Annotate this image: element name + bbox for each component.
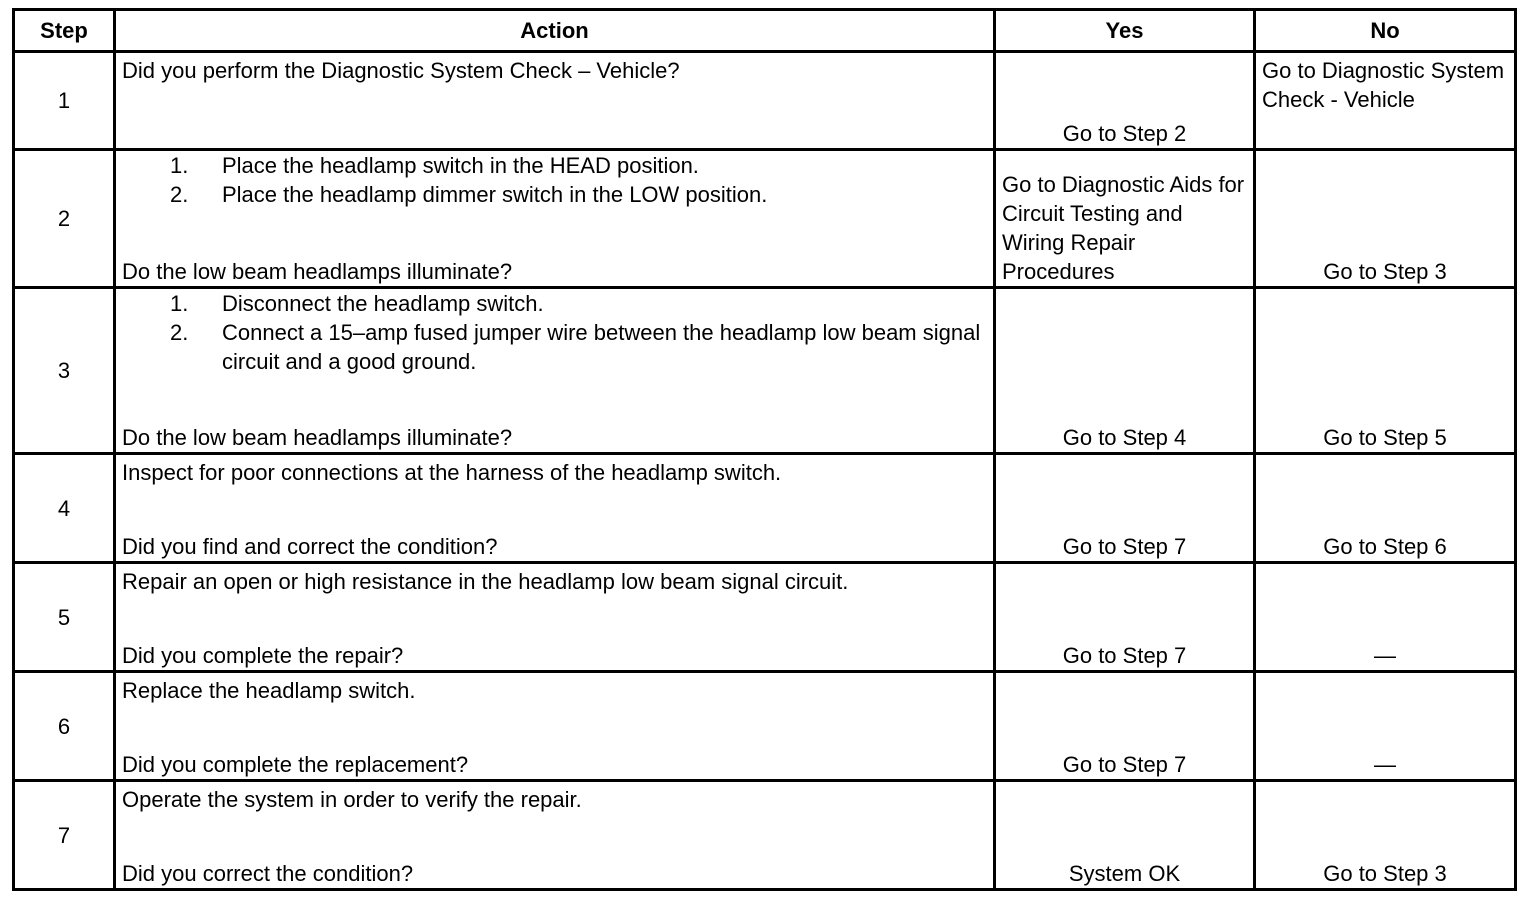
yes-text: Go to Step 7 — [1062, 643, 1187, 668]
action-list — [122, 289, 987, 376]
action-cell — [115, 288, 995, 454]
action-cell — [115, 563, 995, 672]
no-text: Go to Step 6 — [1323, 534, 1447, 559]
yes-text: Go to Step 4 — [1062, 425, 1187, 450]
table-row — [14, 288, 1516, 454]
yes-cell — [995, 150, 1255, 288]
list-number: 1. — [170, 153, 189, 178]
action-text: Operate the system in order to verify the repair. — [122, 787, 582, 812]
no-text: Go to Step 5 — [1323, 425, 1447, 450]
table-row — [14, 150, 1516, 288]
action-question: Did you find and correct the condition? — [122, 534, 498, 559]
step-number: 5 — [14, 563, 115, 672]
no-text: Go to Diagnostic System Check - Vehicle — [1262, 58, 1505, 112]
list-item-text: Connect a 15–amp fused jumper wire between the headlamp low beam signal circuit and a good ground. — [222, 320, 981, 374]
table-row — [14, 563, 1516, 672]
yes-text: Go to Step 7 — [1062, 752, 1187, 777]
no-text: Go to Step 3 — [1323, 259, 1447, 284]
header-step: Step — [14, 10, 115, 52]
header-no: No — [1255, 10, 1516, 52]
yes-text: Go to Step 7 — [1062, 534, 1187, 559]
yes-cell — [995, 454, 1255, 563]
no-text: Go to Step 3 — [1323, 861, 1447, 886]
yes-text: System OK — [1068, 861, 1181, 886]
yes-text: Go to Diagnostic Aids for Circuit Testing and Wiring Repair Procedures — [1002, 172, 1245, 284]
list-number: 2. — [170, 182, 189, 207]
action-text: Repair an open or high resistance in the headlamp low beam signal circuit. — [122, 569, 849, 594]
step-number: 1 — [14, 52, 115, 150]
list-number: 1. — [170, 291, 189, 316]
list-item-text: Place the headlamp dimmer switch in the LOW position. — [222, 182, 768, 207]
action-text: Inspect for poor connections at the harness of the headlamp switch. — [122, 460, 782, 485]
step-number: 3 — [14, 288, 115, 454]
list-item — [122, 180, 987, 209]
action-question: Do the low beam headlamps illuminate? — [122, 259, 513, 284]
no-cell — [1255, 288, 1516, 454]
diagnostic-table — [12, 8, 1517, 891]
list-item — [122, 151, 987, 180]
action-cell — [115, 150, 995, 288]
step-number: 4 — [14, 454, 115, 563]
list-item — [122, 289, 987, 318]
no-cell — [1255, 672, 1516, 781]
step-number: 6 — [14, 672, 115, 781]
list-item — [122, 318, 987, 376]
action-question: Do the low beam headlamps illuminate? — [122, 425, 513, 450]
action-question: Did you correct the condition? — [122, 861, 414, 886]
action-cell — [115, 672, 995, 781]
yes-text: Go to Step 2 — [1062, 121, 1187, 146]
list-item-text: Disconnect the headlamp switch. — [222, 291, 544, 316]
step-number: 2 — [14, 150, 115, 288]
action-cell — [115, 52, 995, 150]
action-text: Did you perform the Diagnostic System Check – Vehicle? — [122, 58, 680, 83]
list-item-text: Place the headlamp switch in the HEAD position. — [222, 153, 699, 178]
no-text: — — [1374, 643, 1396, 668]
no-cell — [1255, 454, 1516, 563]
header-yes: Yes — [995, 10, 1255, 52]
action-list — [122, 151, 987, 209]
yes-cell — [995, 563, 1255, 672]
table-row — [14, 454, 1516, 563]
no-cell — [1255, 52, 1516, 150]
table-row — [14, 672, 1516, 781]
yes-cell — [995, 52, 1255, 150]
header-row — [14, 10, 1516, 52]
list-number: 2. — [170, 320, 189, 345]
action-text: Replace the headlamp switch. — [122, 678, 416, 703]
no-cell — [1255, 781, 1516, 890]
table-row — [14, 52, 1516, 150]
yes-cell — [995, 672, 1255, 781]
action-question: Did you complete the repair? — [122, 643, 404, 668]
yes-cell — [995, 288, 1255, 454]
table-row — [14, 781, 1516, 890]
header-action: Action — [115, 10, 995, 52]
no-text: — — [1374, 752, 1396, 777]
yes-cell — [995, 781, 1255, 890]
step-number: 7 — [14, 781, 115, 890]
no-cell — [1255, 150, 1516, 288]
action-question: Did you complete the replacement? — [122, 752, 469, 777]
action-cell — [115, 454, 995, 563]
action-cell — [115, 781, 995, 890]
no-cell — [1255, 563, 1516, 672]
